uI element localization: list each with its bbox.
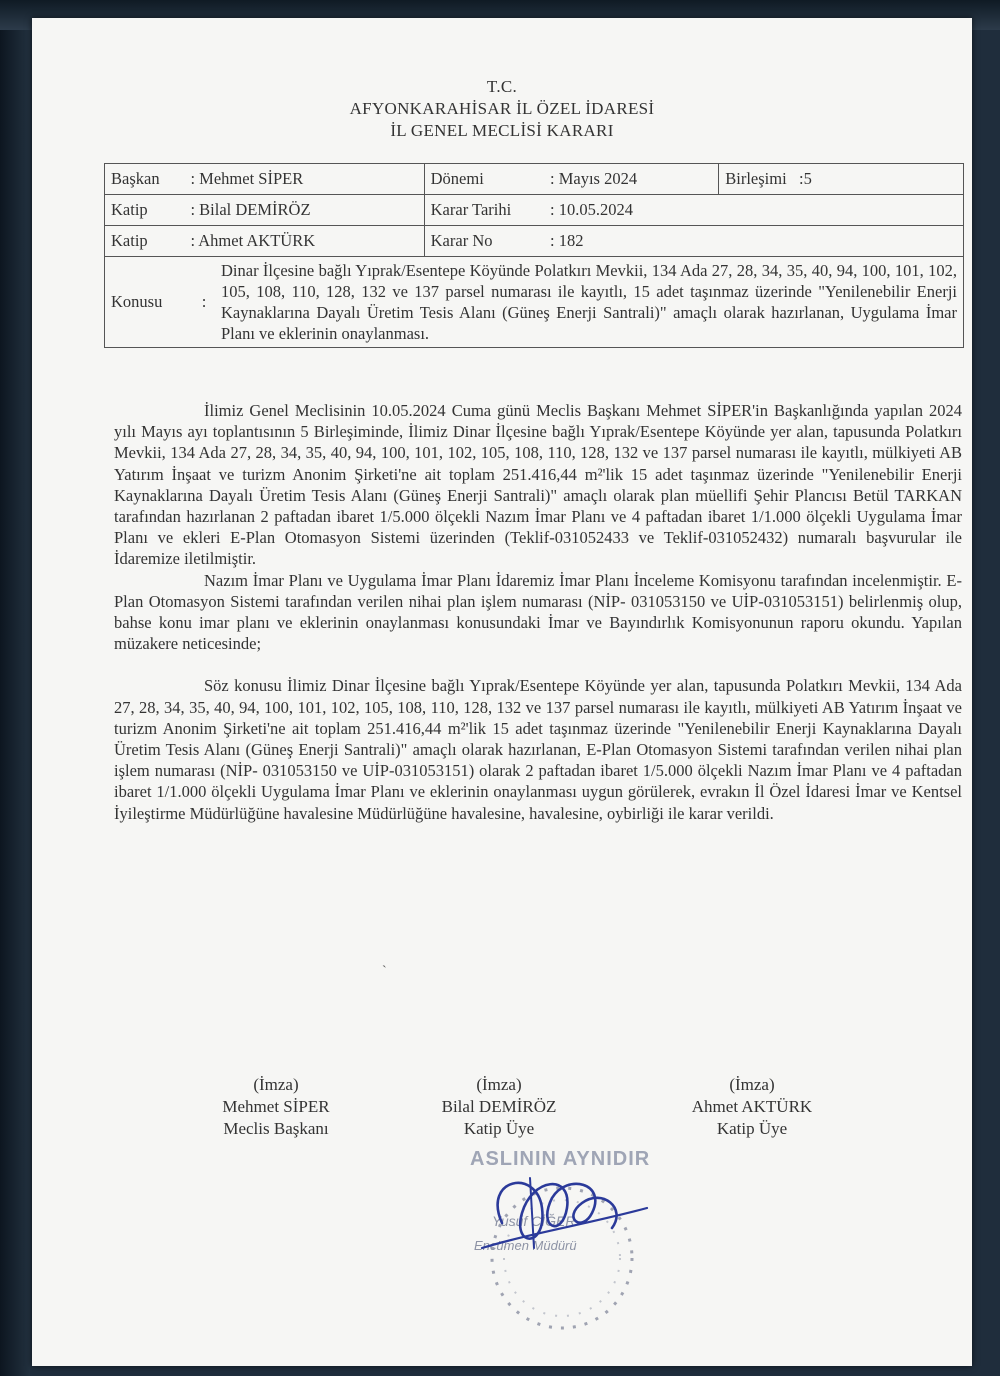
signature-title: Katip Üye — [463, 1119, 535, 1138]
header-tc: T.C. — [486, 77, 518, 96]
signature-katip-2 — [652, 1074, 852, 1140]
konusu-label: Konusu — [111, 292, 163, 311]
birlesimi-cell: Birleşimi :5 — [719, 164, 964, 195]
donemi-label: Dönemi — [424, 164, 544, 195]
info-row-katip2 — [105, 226, 964, 257]
konusu-text: Dinar İlçesine bağlı Yıprak/Esentepe Köyünde Polatkırı Mevkii, 134 Ada 27, 28, 34, 35, 40, 94, 100, 101, 102, 105, 108, 110, 128, 132 ve 137 parsel numarası ile kayıtlı, 15 adet taşınmaz üzerinde "Yenilenebilir Enerji Kaynaklarına Dayalı Üretim Tesis Alanı (Güneş Enerji Santrali)" amaçlı olarak hazırlanan, Uygulama İmar Planı ve eklerinin onaylanması. — [221, 261, 957, 343]
certified-copy-stamp — [442, 1138, 662, 1338]
signature-title: Katip Üye — [716, 1119, 788, 1138]
konusu-colon: : — [201, 292, 207, 311]
document-page — [32, 18, 972, 1366]
karar-tarihi-value: : 10.05.2024 — [544, 195, 963, 226]
info-row-konusu — [105, 257, 964, 348]
stamp-title: ASLININ AYNIDIR — [470, 1148, 651, 1170]
signature-title: Meclis Başkanı — [223, 1119, 329, 1138]
signature-imza: (İmza) — [476, 1075, 522, 1094]
baskan-label: Başkan — [105, 164, 185, 195]
document-header — [32, 76, 972, 142]
info-row-baskan — [105, 164, 964, 195]
karar-no-label: Karar No — [424, 226, 544, 257]
svg-text:Encümen Müdürü: Encümen Müdürü — [474, 1238, 577, 1253]
signature-name: Mehmet SİPER — [222, 1097, 330, 1116]
decision-body — [114, 400, 962, 824]
header-institution: AFYONKARAHİSAR İL ÖZEL İDARESİ — [349, 99, 655, 118]
decision-info-table — [104, 163, 964, 348]
body-paragraph-3: Söz konusu İlimiz Dinar İlçesine bağlı Yıprak/Esentepe Köyünde yer alan, tapusunda Polatkırı Mevkii, 134 Ada 27, 28, 34, 35, 40, 94, 100, 101, 102, 105, 108, 110, 128, 132 ve 137 parsel numarası ile kayıtlı, mülkiyeti AB Yatırım İnşaat ve turizm Anonim Şirketi'ne ait toplam 251.416,44 m²'lik 15 adet taşınmaz üzerinde "Yenilenebilir Enerji Kaynaklarına Dayalı Üretim Tesis Alanı (Güneş Enerji Santrali)" amaçlı olarak hazırlanan, E-Plan Otomasyon Sistemi tarafından verilen nihai plan işlem numarası (NİP- 031053150 ve UİP-031053151) olarak 2 paftadan ibaret 1/5.000 ölçekli Nazım İmar Planı ve 4 paftadan ibaret 1/1.000 ölçekli Uygulama İmar Planı ve eklerinin onaylanması uygun görülerek, evrakın İl Özel İdaresi İmar ve Kentsel İyileştirme Müdürlüğüne havalesine Müdürlüğüne havalesine, havalesine, oybirliği ile karar verildi. — [114, 676, 962, 823]
karar-tarihi-label: Karar Tarihi — [424, 195, 544, 226]
signature-name: Ahmet AKTÜRK — [691, 1097, 813, 1116]
katip1-label: Katip — [105, 195, 185, 226]
body-paragraph-2: Nazım İmar Planı ve Uygulama İmar Planı İdaremiz İmar Planı İnceleme Komisyonu tarafından incelenmiştir. E-Plan Otomasyon Sistemi tarafından verilen nihai plan işlem numarası (NİP- 031053150 ve UİP-031053151) belirlenmiş olup, bahse konu imar planı ve eklerinin onaylanması konusundaki İmar ve Bayındırlık Komisyonunun raporu okundu. Yapılan müzakere neticesinde; — [114, 570, 962, 654]
donemi-value: : Mayıs 2024 — [544, 164, 719, 195]
signature-name: Bilal DEMİRÖZ — [441, 1097, 557, 1116]
body-paragraph-1: İlimiz Genel Meclisinin 10.05.2024 Cuma günü Meclis Başkanı Mehmet SİPER'in Başkanlığında yapılan 2024 yılı Mayıs ayı toplantısının 5 Birleşiminde, İlimiz Dinar İlçesine bağlı Yıprak/Esentepe Köyünde yer alan, tapusunda Polatkırı Mevkii, 134 Ada 27, 28, 34, 35, 40, 94, 100, 101, 102, 105, 108, 110, 128, 132 ve 137 parsel numarası ile kayıtlı, mülkiyeti AB Yatırım İnşaat ve turizm Anonim Şirketi'ne ait toplam 251.416,44 m²'lik 15 adet taşınmaz üzerinde "Yenilenebilir Enerji Kaynaklarına Dayalı Üretim Tesis Alanı (Güneş Enerji Santrali)" amaçlı olarak plan müellifi Şehir Plancısı Betül TARKAN tarafından hazırlanan 2 paftadan ibaret 1/5.000 ölçekli Nazım İmar Planı ve 4 paftadan ibaret 1/1.000 ölçekli Uygulama İmar Planı ve ekleri E-Plan Otomasyon Sistemi üzerinden (Teklif-031052433 ve Teklif-031052432) numaralı başvurular ile İdaremize iletilmiştir. — [114, 401, 962, 569]
signature-baskan — [176, 1074, 376, 1140]
karar-no-value: : 182 — [544, 226, 963, 257]
signature-imza: (İmza) — [729, 1075, 775, 1094]
katip1-value: : Bilal DEMİRÖZ — [184, 195, 424, 226]
svg-text:Yusuf CİĞER: Yusuf CİĞER — [492, 1213, 576, 1229]
info-row-katip1 — [105, 195, 964, 226]
baskan-value: : Mehmet SİPER — [184, 164, 424, 195]
stamp-seal-graphic — [442, 1138, 662, 1338]
signature-katip-1 — [399, 1074, 599, 1140]
signature-imza: (İmza) — [253, 1075, 299, 1094]
stray-mark: ` — [382, 964, 387, 979]
katip2-label: Katip — [105, 226, 185, 257]
katip2-value: : Ahmet AKTÜRK — [184, 226, 424, 257]
header-title: İL GENEL MECLİSİ KARARI — [390, 121, 614, 140]
scanner-background-left — [0, 0, 30, 1376]
